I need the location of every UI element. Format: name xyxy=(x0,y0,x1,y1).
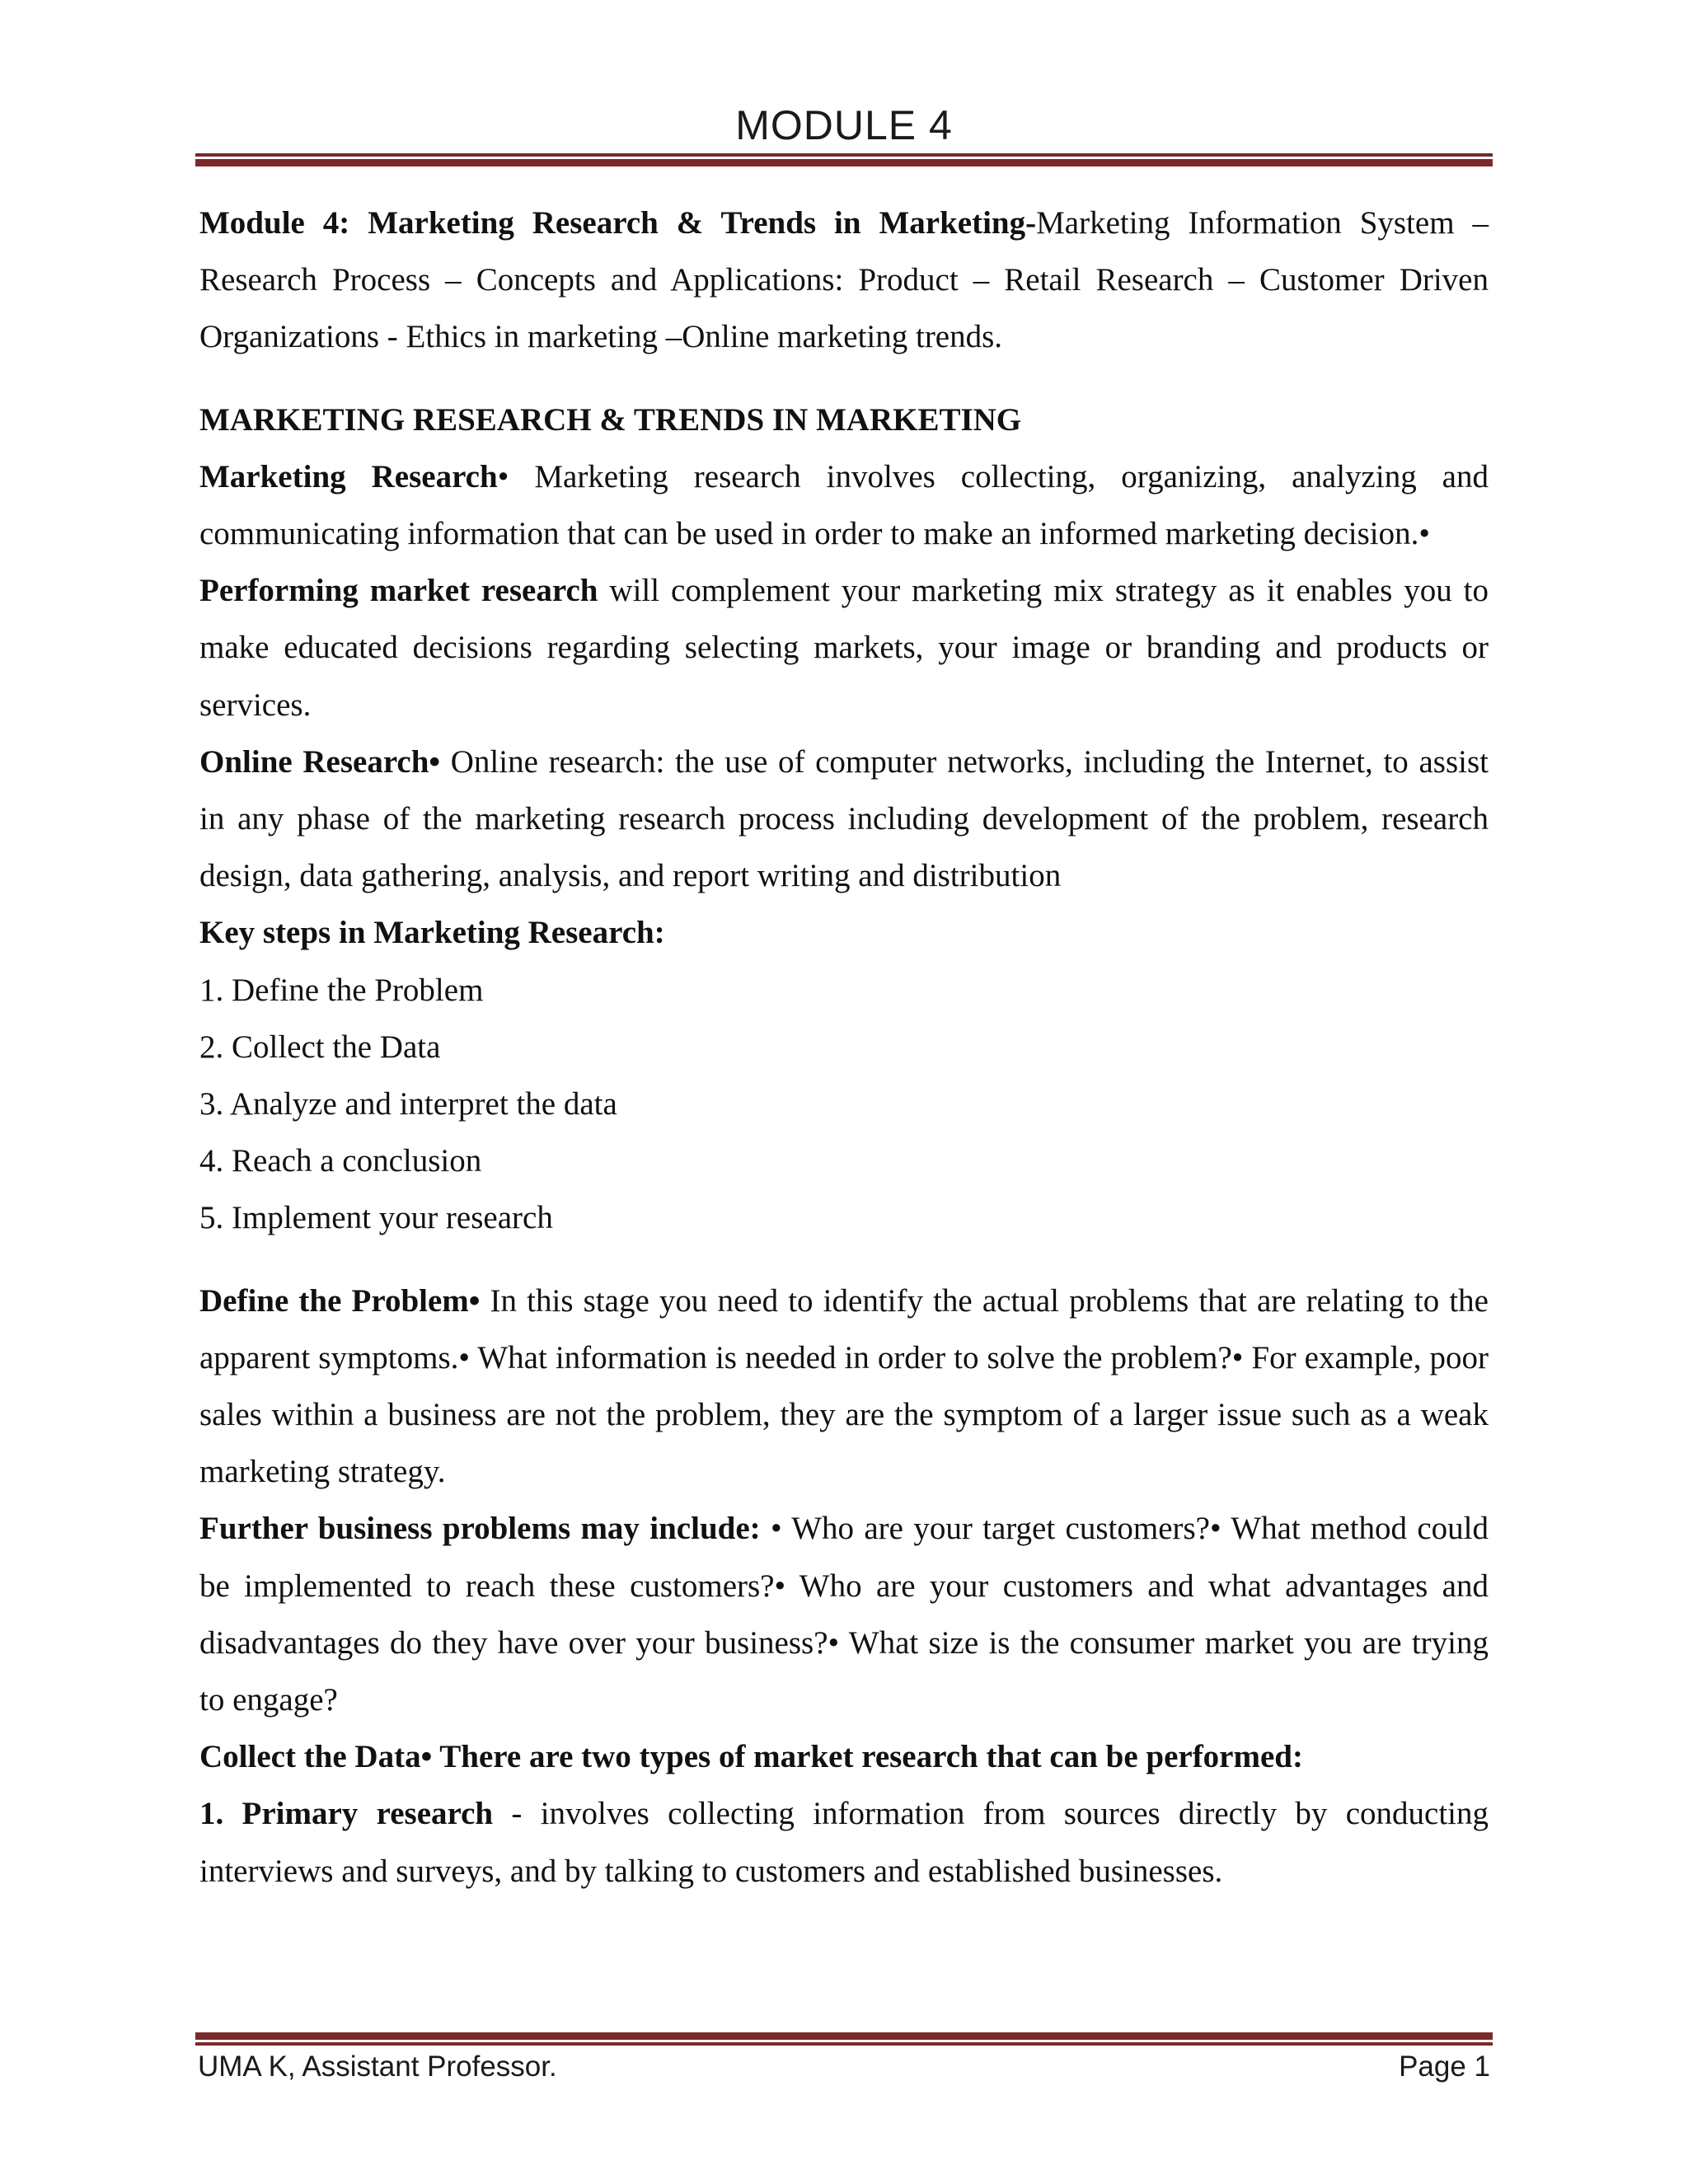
key-steps-heading-text: Key steps in Marketing Research: xyxy=(199,915,665,951)
page-header-title: MODULE 4 xyxy=(735,102,953,148)
marketing-research-text: • Marketing research involves collecting, organizing, analyzing and communicating information that can be used in order to make an informed marketing decision.• xyxy=(199,458,1489,552)
further-problems-text: • Who are your target customers?• What method could be implemented to reach these customers?• Who are your customers and what advantages and disadvantages do they have over your business?• What size is the consumer market you are trying to engage? xyxy=(199,1511,1489,1718)
define-problem-text: In this stage you need to identify the actual problems that are relating to the apparent symptoms.• What information is needed in order to solve the problem?• For example, poor sales within a business are not the problem, they are the symptom of a larger issue such as a weak marketing strategy. xyxy=(199,1282,1489,1490)
list-item: 2. Collect the Data xyxy=(199,1029,441,1065)
online-research-paragraph xyxy=(199,733,1489,905)
collect-data-heading xyxy=(199,1728,1489,1785)
key-steps-heading xyxy=(199,904,1489,961)
header-divider xyxy=(195,153,1493,166)
footer-divider xyxy=(195,2032,1493,2046)
syllabus-paragraph xyxy=(199,194,1489,366)
footer-page-number: Page 1 xyxy=(1399,2050,1490,2083)
section-heading-text: MARKETING RESEARCH & TRENDS IN MARKETING xyxy=(199,401,1022,438)
list-item: 5. Implement your research xyxy=(199,1200,553,1236)
marketing-research-lead: Marketing Research xyxy=(199,458,498,494)
online-research-lead: Online Research• xyxy=(199,743,441,780)
performing-research-lead: Performing market research xyxy=(199,573,598,609)
define-problem-paragraph xyxy=(199,1272,1489,1501)
list-item: 1. Define the Problem xyxy=(199,972,484,1008)
online-research-text: Online research: the use of computer networks, including the Internet, to assist in any phase of the marketing research process including development of the problem, research design, data gathering, analysis, and report writing and distribution xyxy=(199,743,1489,894)
syllabus-text: Marketing Information System – Research Process – Concepts and Applications: Product – Retail Research – Customer Driven Organizations - Ethics in marketing –Online marketing trends. xyxy=(199,205,1489,355)
define-problem-lead: Define the Problem• xyxy=(199,1282,481,1319)
further-problems-paragraph xyxy=(199,1500,1489,1728)
further-problems-lead: Further business problems may include: xyxy=(199,1511,761,1547)
primary-research-text: - involves collecting information from sources directly by conducting interviews and surveys, and by talking to customers and established businesses. xyxy=(199,1796,1489,1889)
syllabus-lead: Module 4: Marketing Research & Trends in Marketing- xyxy=(199,205,1037,241)
section-heading xyxy=(199,391,1489,448)
collect-data-heading-text: Collect the Data• There are two types of market research that can be performed: xyxy=(199,1739,1303,1775)
document-body xyxy=(199,194,1489,1900)
performing-research-text: will complement your marketing mix strategy as it enables you to make educated decisions regarding selecting markets, your image or branding and products or services. xyxy=(199,573,1489,723)
list-item: 4. Reach a conclusion xyxy=(199,1143,482,1179)
primary-research-paragraph xyxy=(199,1785,1489,1899)
marketing-research-paragraph xyxy=(199,448,1489,733)
footer-author: UMA K, Assistant Professor. xyxy=(198,2050,557,2083)
primary-research-lead: 1. Primary research xyxy=(199,1796,494,1832)
list-item: 3. Analyze and interpret the data xyxy=(199,1086,617,1122)
